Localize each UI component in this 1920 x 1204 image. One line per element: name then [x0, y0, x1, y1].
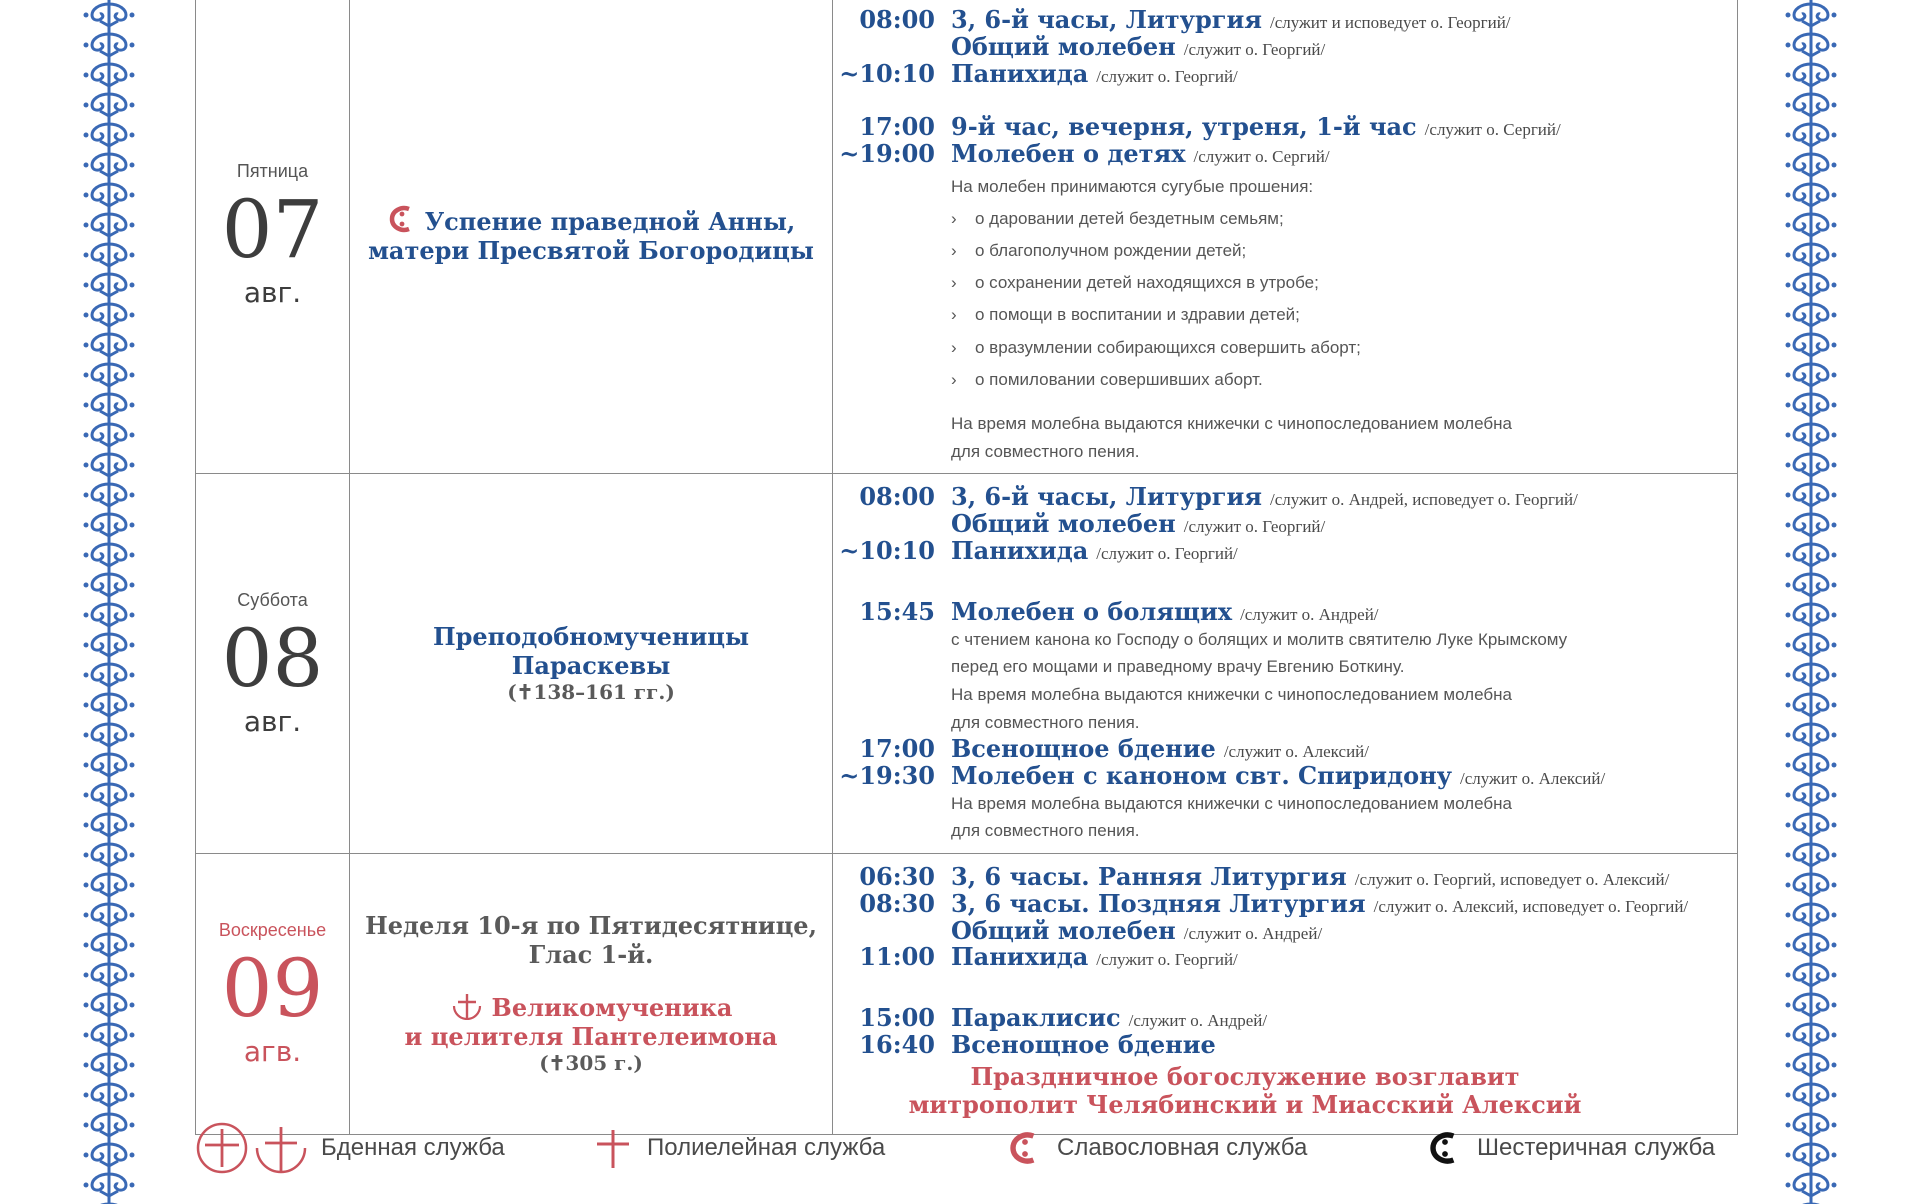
service-name: Всенощное бдение — [951, 1030, 1216, 1060]
service-row — [833, 58, 1737, 88]
polieleinaya-icon — [593, 1126, 633, 1170]
month: авг. — [243, 704, 302, 738]
weekday: Суббота — [237, 589, 308, 610]
service-clergy: /служит о. Алексий, исповедует о. Георгий/ — [1373, 896, 1689, 916]
services-cell — [833, 853, 1738, 1134]
list-item: › о даровании детей бездетным семьям; — [951, 208, 1284, 228]
service-clergy: /служит о. Андрей, исповедует о. Георгий/ — [1270, 490, 1578, 510]
feast-cell — [350, 474, 833, 853]
day-number: 09 — [221, 941, 324, 1035]
feast-title-line1: Успение праведной Анны, — [424, 207, 796, 237]
service-time: 08:00 — [859, 482, 935, 512]
service-row — [833, 861, 1737, 891]
slavoslovnaya-icon — [387, 204, 417, 234]
service-time: ~19:00 — [839, 138, 935, 168]
service-name: 9-й час, вечерня, утреня, 1-й час — [951, 111, 1417, 141]
service-name: Общий молебен — [951, 915, 1176, 945]
service-time: 06:30 — [859, 861, 935, 891]
date-cell — [196, 0, 350, 474]
legend-item-bdennaya — [195, 1118, 505, 1178]
list-item: › о помиловании совершивших аборт. — [951, 370, 1263, 390]
service-time: 15:00 — [859, 1003, 935, 1033]
service-name: Панихида — [951, 942, 1089, 972]
legend-item-slavoslovnaya — [1007, 1118, 1307, 1178]
date-cell — [196, 853, 350, 1134]
list-item: › о благополучном рождении детей; — [951, 240, 1247, 260]
service-name: Молебен с каноном свт. Спиридону — [951, 760, 1453, 790]
service-time: 17:00 — [859, 734, 935, 764]
feast-cell — [350, 853, 833, 1134]
legend-label: Шестеричная служба — [1477, 1134, 1716, 1161]
service-name: 3, 6-й часы, Литургия — [951, 5, 1263, 34]
service-clergy: /служит о. Алексий/ — [1460, 768, 1606, 788]
service-clergy: /служит о. Сергий/ — [1424, 119, 1561, 139]
service-name: 3, 6-й часы, Литургия — [951, 482, 1263, 512]
service-time: 16:40 — [859, 1030, 935, 1060]
day-row-09 — [196, 853, 1738, 1134]
weekday: Воскресенье — [218, 919, 327, 940]
service-name: Общий молебен — [951, 31, 1176, 61]
service-time: 17:00 — [859, 111, 935, 141]
service-clergy: /служит о. Алексий/ — [1223, 742, 1369, 762]
service-row — [833, 760, 1737, 790]
highlight-note: Праздничное богослужение возглавит митрополит Челябинский и Миасский Алексий — [908, 1062, 1582, 1119]
list-item: › о сохранении детей находящихся в утробе; — [951, 273, 1319, 293]
service-row — [833, 1005, 1737, 1032]
service-row — [833, 511, 1737, 538]
service-time: ~19:30 — [839, 760, 935, 790]
service-clergy: /служит о. Андрей/ — [1183, 923, 1323, 943]
service-name: Молебен о детях — [951, 138, 1186, 168]
feast-years: (✝305 г.) — [539, 1051, 643, 1076]
service-row — [833, 1032, 1737, 1059]
legend-item-polieleinaya — [593, 1118, 885, 1178]
date-cell — [196, 474, 350, 853]
service-row — [833, 599, 1737, 626]
feast-title: Преподобномученицы Параскевы — [432, 621, 750, 680]
right-ornament-border — [1782, 0, 1840, 1204]
list-item: › о помощи в воспитании и здравии детей; — [951, 305, 1300, 325]
service-time: 08:30 — [859, 888, 935, 918]
service-row — [833, 538, 1737, 565]
service-clergy: /служит о. Георгий/ — [1096, 66, 1238, 86]
schedule-table — [195, 0, 1738, 1135]
service-time: 08:00 — [859, 5, 935, 34]
month: авг. — [243, 276, 302, 310]
service-name: Параклисис — [951, 1003, 1121, 1033]
legend-label: Славословная служба — [1057, 1134, 1308, 1161]
legend-label: Полиелейная служба — [647, 1134, 886, 1161]
service-row — [833, 7, 1737, 34]
service-name: 3, 6 часы. Ранняя Литургия — [951, 861, 1347, 891]
list-item: › о вразумлении собирающихся совершить аборт; — [951, 337, 1361, 357]
saint-title: Великомученика и целителя Пантелеимона — [404, 992, 778, 1051]
feast-years: (✝138–161 гг.) — [507, 680, 675, 705]
service-clergy: /служит о. Сергий/ — [1193, 146, 1330, 166]
service-name: Общий молебен — [951, 509, 1176, 539]
service-time: 15:45 — [859, 597, 935, 627]
service-row — [833, 944, 1737, 971]
day-row-07 — [196, 0, 1738, 474]
weekday: Пятница — [236, 161, 309, 182]
shesterichnaya-icon — [1427, 1128, 1463, 1168]
month: агв. — [243, 1034, 302, 1068]
service-clergy: /служит о. Андрей/ — [1128, 1011, 1268, 1031]
legend-item-shesterichnaya — [1427, 1118, 1715, 1178]
feast-cell — [350, 0, 833, 474]
service-time: ~10:10 — [839, 536, 935, 566]
petitions-list — [833, 203, 1737, 397]
service-row — [833, 138, 1737, 168]
day-row-08 — [196, 474, 1738, 853]
note-booklets: На время молебна выдаются книжечки с чинопоследованием молебна для совместного пения. — [951, 793, 1512, 841]
bdennaya-icons — [195, 1121, 307, 1175]
service-row — [833, 31, 1737, 61]
note-canon: с чтением канона ко Господу о болящих и молитв святителю Луке Крымскому перед его мощами и праведному врачу Евгению Боткину. На время молебна выдаются книжечки с чинопоследованием молебна для совместного пения. — [951, 629, 1568, 732]
legend-label: Бденная служба — [321, 1134, 505, 1161]
service-time: 11:00 — [859, 942, 935, 972]
service-name: Панихида — [951, 58, 1089, 88]
service-clergy: /служит о. Георгий/ — [1096, 950, 1238, 970]
service-row — [833, 888, 1737, 918]
polieleinaya-icon — [450, 992, 484, 1020]
slavoslovnaya-icon — [1007, 1128, 1043, 1168]
feast-title — [350, 204, 832, 266]
service-clergy: /служит о. Андрей/ — [1240, 605, 1379, 625]
service-name: Панихида — [951, 536, 1089, 566]
left-ornament-border — [80, 0, 138, 1204]
service-name: 3, 6 часы. Поздняя Литургия — [951, 888, 1366, 918]
services-cell — [833, 0, 1738, 474]
service-name: Всенощное бдение — [951, 734, 1216, 764]
service-clergy: /служит о. Георгий/ — [1096, 544, 1238, 564]
service-clergy: /служит о. Георгий, исповедует о. Алексий/ — [1354, 869, 1670, 889]
service-time: ~10:10 — [839, 58, 935, 88]
note-intro: На молебен принимаются сугубые прошения: — [951, 177, 1314, 197]
feast-title: Неделя 10-я по Пятидесятнице, Глас 1-й. — [365, 911, 817, 970]
service-clergy: /служит о. Георгий/ — [1183, 39, 1326, 59]
services-cell — [833, 474, 1738, 853]
service-clergy: /служит о. Георгий/ — [1183, 517, 1326, 537]
service-row — [833, 484, 1737, 511]
day-number: 08 — [221, 611, 324, 705]
service-clergy: /служит и исповедует о. Георгий/ — [1270, 13, 1511, 32]
service-row — [833, 915, 1737, 945]
note-booklets: На время молебна выдаются книжечки с чинопоследованием молебна для совместного пения. — [951, 414, 1512, 461]
service-row — [833, 736, 1737, 763]
day-number: 07 — [221, 183, 324, 277]
legend — [195, 1118, 1745, 1178]
service-name: Молебен о болящих — [951, 597, 1233, 627]
feast-title-line2: матери Пресвятой Богородицы — [368, 236, 814, 266]
service-row — [833, 111, 1737, 141]
